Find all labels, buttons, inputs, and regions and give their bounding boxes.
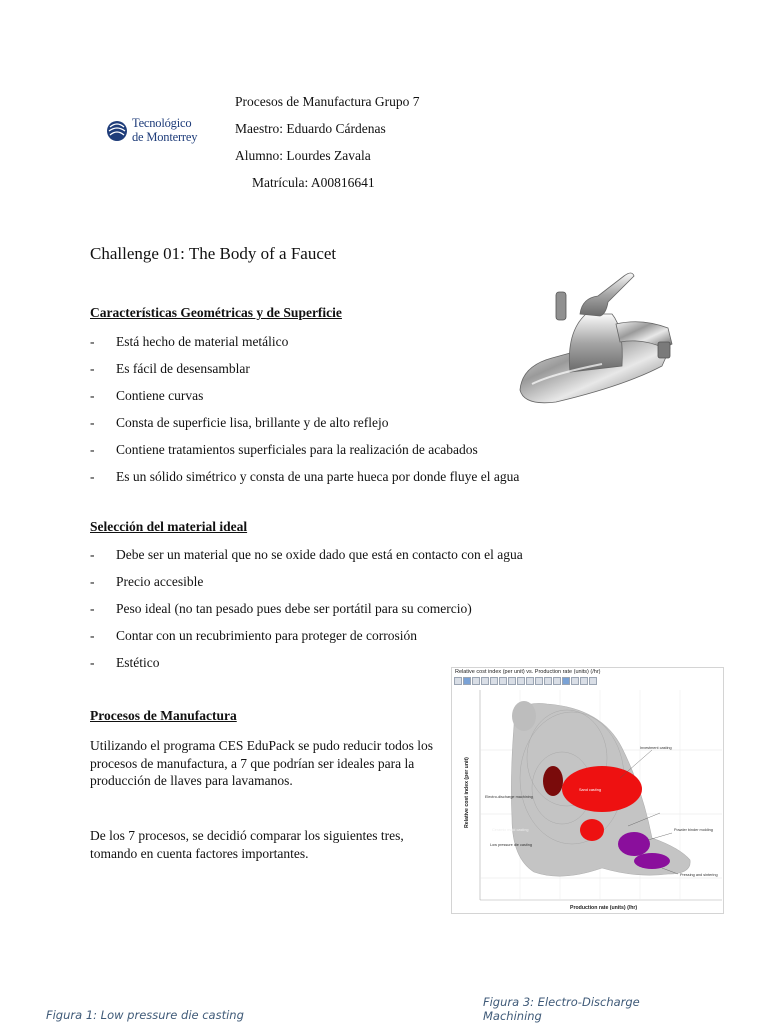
- tec-monterrey-logo: [106, 117, 210, 147]
- logo-line-2: de Monterrey: [132, 129, 198, 144]
- list-item: - Contiene curvas: [90, 388, 204, 403]
- faucet-image: [512, 262, 682, 410]
- course-name: Procesos de Manufactura Grupo 7: [235, 94, 420, 109]
- list-item: - Consta de superficie lisa, brillante y de alto reflejo: [90, 415, 389, 430]
- section-heading-geometry: Características Geométricas y de Superficie: [90, 305, 342, 320]
- list-item: - Está hecho de material metálico: [90, 334, 289, 349]
- document-title: Challenge 01: The Body of a Faucet: [90, 244, 337, 263]
- list-item: - Debe ser un material que no se oxide dado que está en contacto con el agua: [90, 547, 523, 562]
- list-item: - Contiene tratamientos superficiales para la realización de acabados: [90, 442, 478, 457]
- chart-y-label: Relative cost index (per unit): [464, 757, 470, 828]
- manufacturing-paragraph-1: Utilizando el programa CES EduPack se pudo reducir todos los procesos de manufactura, a 7 que podrían ser ideales para la producción de llaves para lavamanos.: [90, 738, 434, 788]
- list-item: - Peso ideal (no tan pesado pues debe ser portátil para su comercio): [90, 601, 472, 616]
- logo-line-1: Tecnológico: [132, 116, 192, 130]
- geometry-list: [90, 333, 519, 495]
- label-investment-casting: Investment casting: [640, 746, 672, 750]
- chart-title: Relative cost index (per unit) vs. Production rate (units) (/hr): [455, 669, 601, 675]
- label-ceramic: Ceramic mold casting: [492, 828, 529, 832]
- logo-emblem-icon: [106, 117, 130, 147]
- label-low-pressure: Low pressure die casting: [490, 843, 532, 847]
- list-item: - Precio accesible: [90, 574, 204, 589]
- student-id: Matrícula: A00816641: [252, 175, 375, 190]
- figure-1-caption: Figura 1: Low pressure die casting: [46, 1008, 244, 1022]
- student-name: Alumno: Lourdes Zavala: [235, 148, 371, 163]
- manufacturing-paragraph-2: De los 7 procesos, se decidió comparar los siguientes tres, tomando en cuenta factores importantes.: [90, 828, 404, 861]
- ces-edupack-chart: [451, 667, 724, 914]
- chart-plot: [452, 668, 724, 914]
- chart-x-label: Production rate (units) (/hr): [570, 905, 638, 911]
- material-list: [90, 546, 523, 681]
- list-item: - Es fácil de desensamblar: [90, 361, 250, 376]
- section-heading-manufacturing: Procesos de Manufactura: [90, 708, 237, 723]
- label-pressing: Pressing and sintering: [680, 873, 718, 877]
- teacher-name: Maestro: Eduardo Cárdenas: [235, 121, 386, 136]
- list-item: - Estético: [90, 655, 160, 670]
- list-item: - Es un sólido simétrico y consta de una parte hueca por donde fluye el agua: [90, 469, 520, 484]
- section-heading-material: Selección del material ideal: [90, 519, 248, 534]
- label-powder: Powder binder molding: [674, 828, 713, 832]
- list-item: - Contar con un recubrimiento para proteger de corrosión: [90, 628, 418, 643]
- figure-3-caption: Figura 3: Electro-Discharge Machining: [483, 995, 640, 1023]
- label-edm: Electro-discharge machining: [485, 795, 533, 799]
- label-sand-casting: Sand casting: [579, 788, 601, 792]
